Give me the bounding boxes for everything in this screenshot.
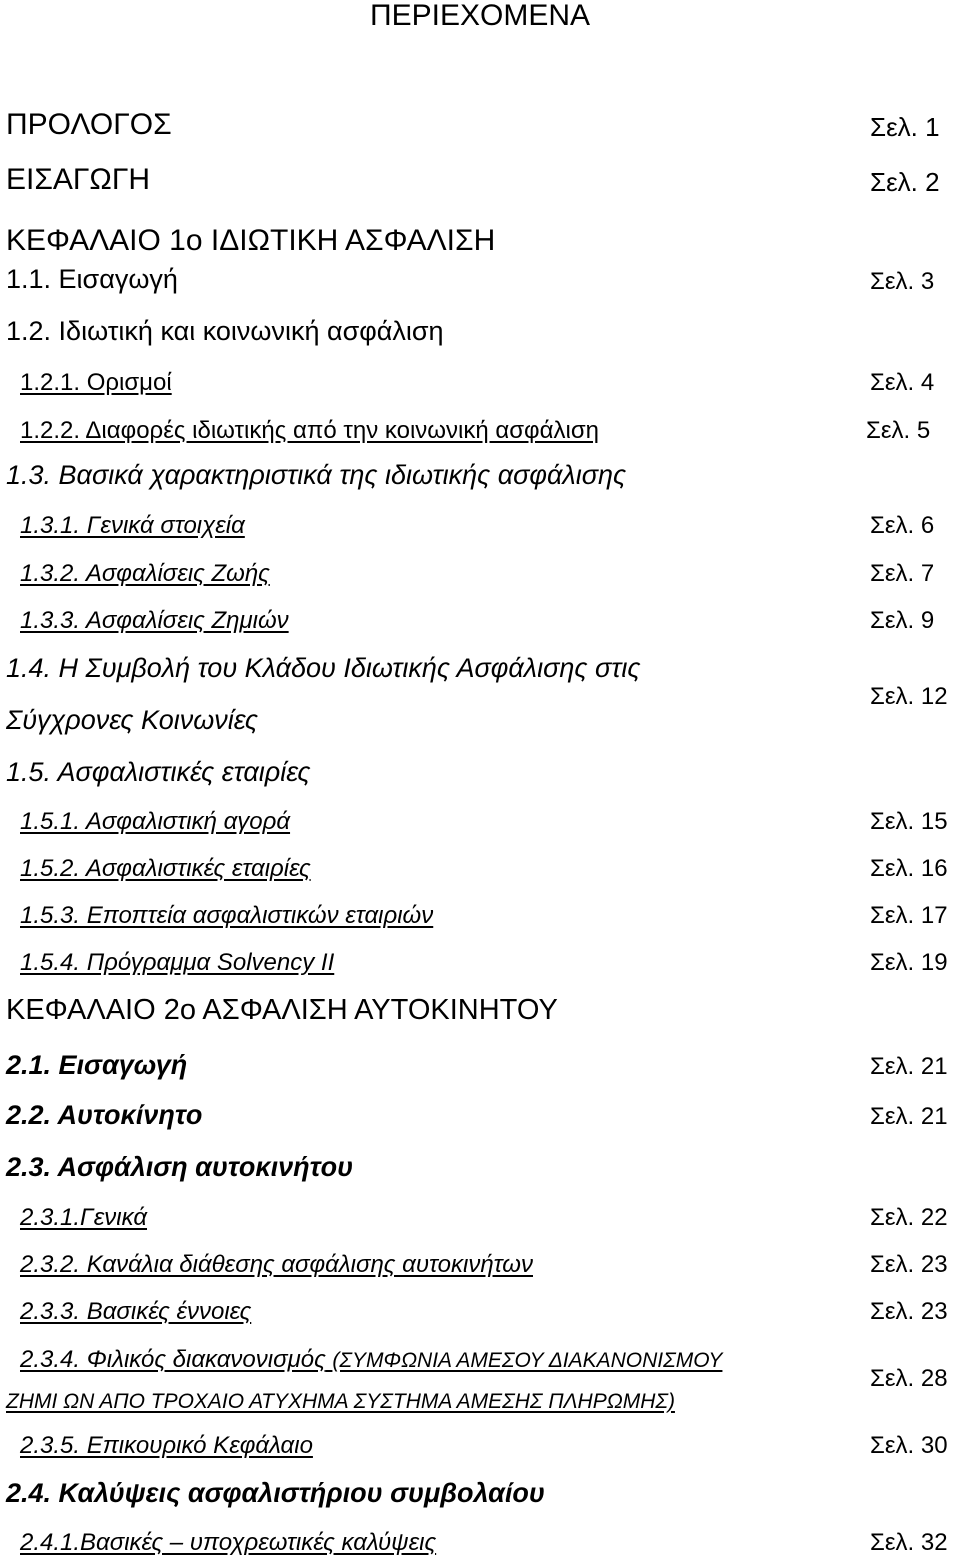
toc-page-2-3-2: Σελ. 23 bbox=[870, 1251, 948, 1278]
toc-chapter-2: ΚΕΦΑΛΑΙΟ 2ο ΑΣΦΑΛΙΣΗ ΑΥΤΟΚΙΝΗΤΟΥ bbox=[6, 994, 558, 1026]
toc-entry-2-2: 2.2. Αυτοκίνητο bbox=[6, 1100, 203, 1130]
toc-page-prologos: Σελ. 1 bbox=[870, 112, 940, 142]
toc-page-2-3-5: Σελ. 30 bbox=[870, 1432, 948, 1459]
toc-entry-1-3-3: 1.3.3. Ασφαλίσεις Ζημιών bbox=[20, 607, 289, 634]
toc-page-eisagogi: Σελ. 2 bbox=[870, 167, 940, 197]
toc-entry-eisagogi: ΕΙΣΑΓΩΓΗ bbox=[6, 163, 151, 196]
toc-page-1-2-1: Σελ. 4 bbox=[870, 369, 935, 396]
toc-entry-1-5-2: 1.5.2. Ασφαλιστικές εταιρίες bbox=[20, 855, 311, 882]
toc-page-1-5-4: Σελ. 19 bbox=[870, 949, 948, 976]
toc-entry-1-2-1: 1.2.1. Ορισμοί bbox=[20, 369, 172, 396]
toc-entry-2-3-4-line1 bbox=[20, 1346, 722, 1374]
toc-page-1-3-3: Σελ. 9 bbox=[870, 607, 935, 634]
toc-entry-2-3-4-paren: (ΣΥΜΦΩΝΙΑ ΑΜΕΣΟΥ ΔΙΑΚΑΝΟΝΙΣΜΟΥ bbox=[332, 1349, 723, 1372]
toc-entry-2-3-3: 2.3.3. Βασικές έννοιες bbox=[20, 1298, 252, 1325]
page-title: ΠΕΡΙΕΧΟΜΕΝΑ bbox=[369, 0, 591, 32]
toc-entry-2-3-5: 2.3.5. Επικουρικό Κεφάλαιο bbox=[20, 1432, 313, 1459]
toc-entry-1-5: 1.5. Ασφαλιστικές εταιρίες bbox=[6, 757, 311, 787]
toc-entry-1-2-2: 1.2.2. Διαφορές ιδιωτικής από την κοινωνική ασφάλιση bbox=[20, 417, 599, 444]
toc-entry-2-3-4-line2: ΖΗΜΙ ΩΝ ΑΠΟ ΤΡΟΧΑΙΟ ΑΤΥΧΗΜΑ ΣΥΣΤΗΜΑ ΑΜΕΣΗΣ ΠΛΗΡΩΜΗΣ) bbox=[6, 1390, 675, 1413]
toc-entry-1-5-1: 1.5.1. Ασφαλιστική αγορά bbox=[20, 808, 291, 835]
toc-page-2-3-1: Σελ. 22 bbox=[870, 1204, 948, 1231]
toc-entry-2-3-1: 2.3.1.Γενικά bbox=[20, 1204, 148, 1231]
toc-entry-2-1: 2.1. Εισαγωγή bbox=[6, 1050, 188, 1080]
toc-entry-1-3-2: 1.3.2. Ασφαλίσεις Ζωής bbox=[20, 560, 270, 587]
toc-entry-1-3-1: 1.3.1. Γενικά στοιχεία bbox=[20, 512, 245, 539]
toc-entry-1-5-3: 1.5.3. Εποπτεία ασφαλιστικών εταιριών bbox=[20, 902, 434, 929]
toc-page-1-3-1: Σελ. 6 bbox=[870, 512, 935, 539]
toc-entry-1-3-text: 1.3. Βασικά χαρακτηριστικά της ιδιωτικής ασφάλισης bbox=[6, 460, 627, 490]
toc-page-1-4: Σελ. 12 bbox=[870, 683, 948, 710]
toc-entry-prologos: ΠΡΟΛΟΓΟΣ bbox=[6, 108, 172, 141]
toc-entry-1-5-4: 1.5.4. Πρόγραμμα Solvency II bbox=[20, 949, 335, 976]
toc-page-2-1: Σελ. 21 bbox=[870, 1053, 948, 1080]
toc-entry-2-4-1: 2.4.1.Βασικές – υποχρεωτικές καλύψεις bbox=[20, 1529, 437, 1556]
toc-entry-1-1: 1.1. Εισαγωγή bbox=[6, 264, 178, 294]
toc-page-2-3-3: Σελ. 23 bbox=[870, 1298, 948, 1325]
toc-entry-2-4: 2.4. Καλύψεις ασφαλιστήριου συμβολαίου bbox=[6, 1478, 545, 1508]
toc-entry-1-3 bbox=[6, 460, 626, 491]
toc-entry-2-3-2: 2.3.2. Κανάλια διάθεσης ασφάλισης αυτοκινήτων bbox=[20, 1251, 533, 1278]
toc-page-1-1: Σελ. 3 bbox=[870, 268, 935, 295]
toc-page-2-2: Σελ. 21 bbox=[870, 1103, 948, 1130]
toc-page-1-5-3: Σελ. 17 bbox=[870, 902, 948, 929]
toc-page-1-5-1: Σελ. 15 bbox=[870, 808, 948, 835]
toc-chapter-1: ΚΕΦΑΛΑΙΟ 1ο ΙΔΙΩΤΙΚΗ ΑΣΦΑΛΙΣΗ bbox=[6, 224, 496, 257]
toc-entry-1-4-line1: 1.4. Η Συμβολή του Κλάδου Ιδιωτικής Ασφάλισης στις bbox=[6, 653, 641, 683]
toc-page-2-3-4: Σελ. 28 bbox=[870, 1365, 948, 1392]
toc-entry-2-3-4-title: 2.3.4. Φιλικός διακανονισμός bbox=[20, 1346, 326, 1373]
toc-entry-2-3: 2.3. Ασφάλιση αυτοκινήτου bbox=[6, 1152, 354, 1182]
toc-page-1-2-2: Σελ. 5 bbox=[866, 417, 931, 444]
toc-page-1-3-2: Σελ. 7 bbox=[870, 560, 935, 587]
toc-page-2-4-1: Σελ. 32 bbox=[870, 1529, 948, 1556]
toc-page-1-5-2: Σελ. 16 bbox=[870, 855, 948, 882]
toc-entry-1-2: 1.2. Ιδιωτική και κοινωνική ασφάλιση bbox=[6, 316, 444, 346]
toc-entry-1-4-line2: Σύγχρονες Κοινωνίες bbox=[6, 705, 259, 735]
